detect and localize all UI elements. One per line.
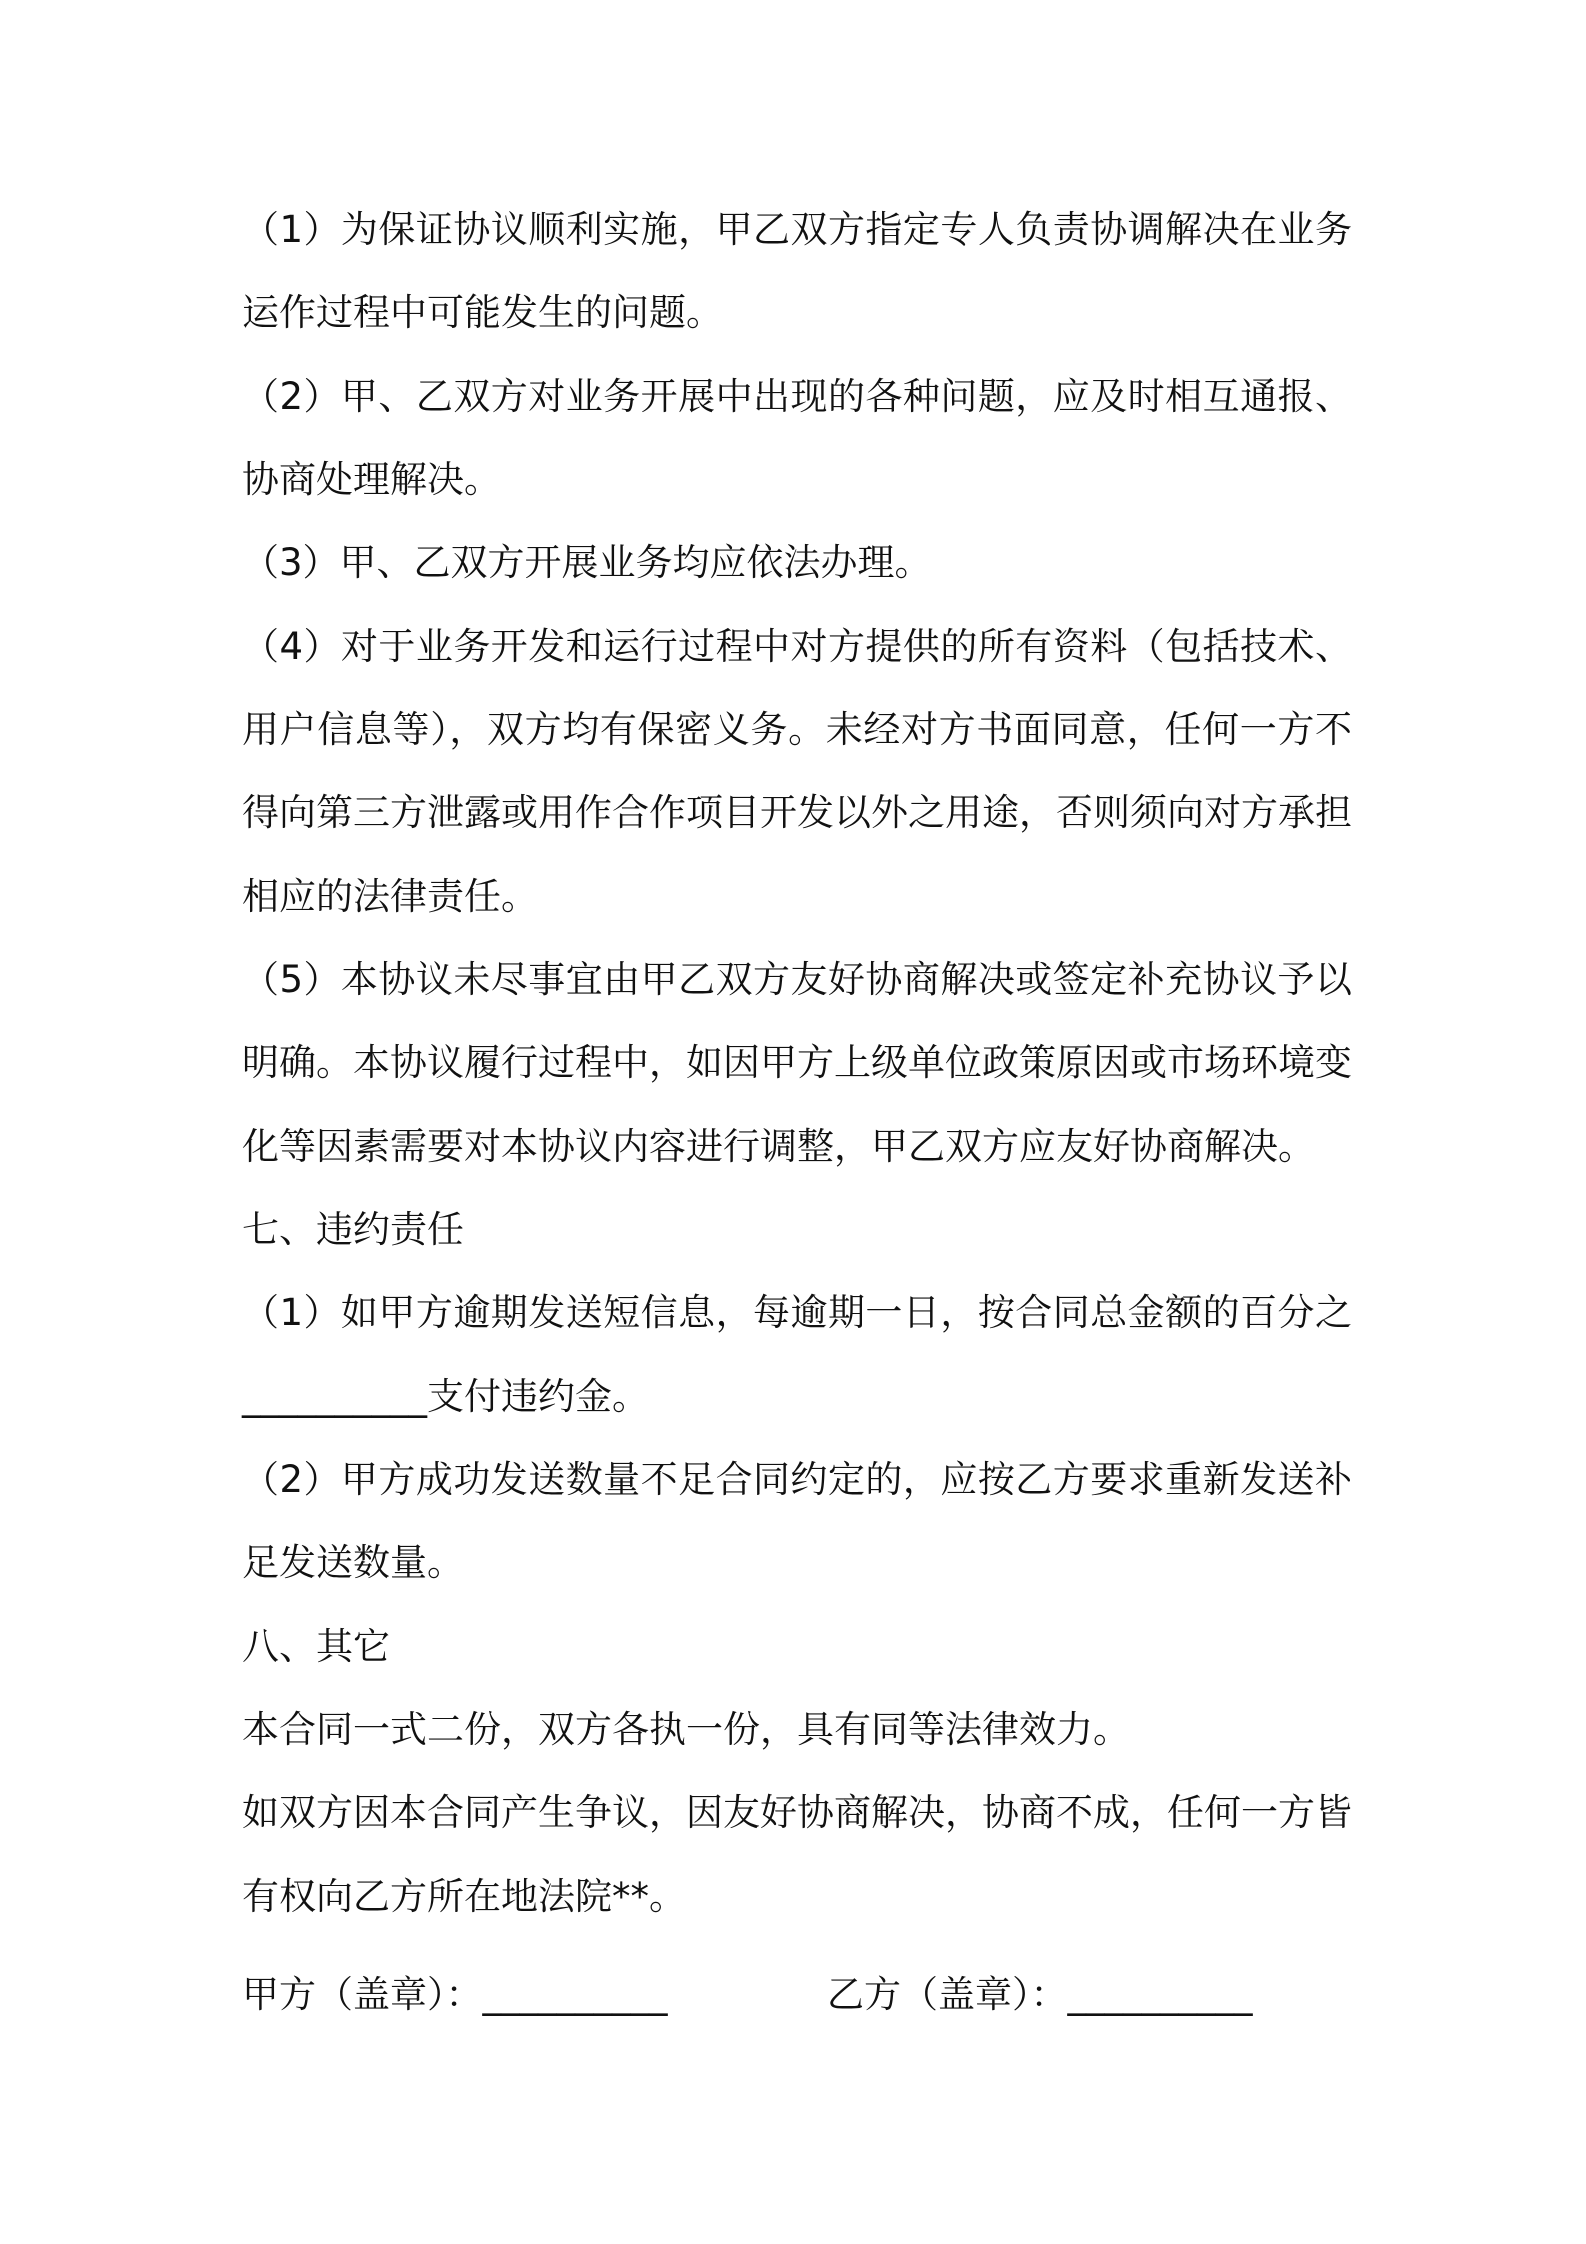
clause6-item2-line1: （2）甲、乙双方对业务开展中出现的各种问题，应及时相互通报、 — [242, 375, 1352, 418]
clause7-item2-line1: （2）甲方成功发送数量不足合同约定的，应按乙方要求重新发送补 — [242, 1458, 1352, 1501]
clause8-para2-line1: 如双方因本合同产生争议，因友好协商解决，协商不成，任何一方皆 — [242, 1791, 1352, 1834]
clause6-item4-line2: 用户信息等），双方均有保密义务。未经对方书面同意，任何一方不 — [242, 708, 1352, 751]
party-a-blank: __________ — [482, 1973, 668, 2016]
clause6-item1-line1: （1）为保证协议顺利实施，甲乙双方指定专人负责协调解决在业务 — [242, 208, 1352, 251]
clause7-item2-line2: 足发送数量。 — [242, 1541, 464, 1584]
clause8-para1: 本合同一式二份，双方各执一份，具有同等法律效力。 — [242, 1708, 1130, 1751]
clause6-item3-line1: （3）甲、乙双方开展业务均应依法办理。 — [242, 541, 932, 584]
clause6-item4-line3: 得向第三方泄露或用作合作项目开发以外之用途，否则须向对方承担 — [242, 791, 1352, 834]
party-b-blank: __________ — [1067, 1973, 1253, 2016]
clause6-item4-line1: （4）对于业务开发和运行过程中对方提供的所有资料（包括技术、 — [242, 625, 1352, 668]
clause8-heading: 八、其它 — [242, 1625, 390, 1668]
clause6-item5-line2: 明确。本协议履行过程中，如因甲方上级单位政策原因或市场环境变 — [242, 1041, 1352, 1084]
clause6-item4-line4: 相应的法律责任。 — [242, 875, 538, 918]
clause6-item5-line1: （5）本协议未尽事宜由甲乙双方友好协商解决或签定补充协议予以 — [242, 958, 1352, 1001]
clause7-item1-line2: __________支付违约金。 — [242, 1375, 649, 1418]
party-b-signature — [827, 1965, 1253, 2025]
clause6-item5-line3: 化等因素需要对本协议内容进行调整，甲乙双方应友好协商解决。 — [242, 1125, 1315, 1168]
clause8-para2-line2: 有权向乙方所在地法院**。 — [242, 1875, 686, 1918]
clause6-item1-line2: 运作过程中可能发生的问题。 — [242, 291, 723, 334]
clause6-item2-line2: 协商处理解决。 — [242, 458, 501, 501]
party-a-signature — [242, 1965, 668, 2025]
party-a-label: 甲方（盖章）： — [242, 1973, 483, 2016]
party-b-label: 乙方（盖章）： — [827, 1973, 1068, 2016]
clause7-heading: 七、违约责任 — [242, 1208, 464, 1251]
clause7-item1-line1: （1）如甲方逾期发送短信息，每逾期一日，按合同总金额的百分之 — [242, 1291, 1352, 1334]
